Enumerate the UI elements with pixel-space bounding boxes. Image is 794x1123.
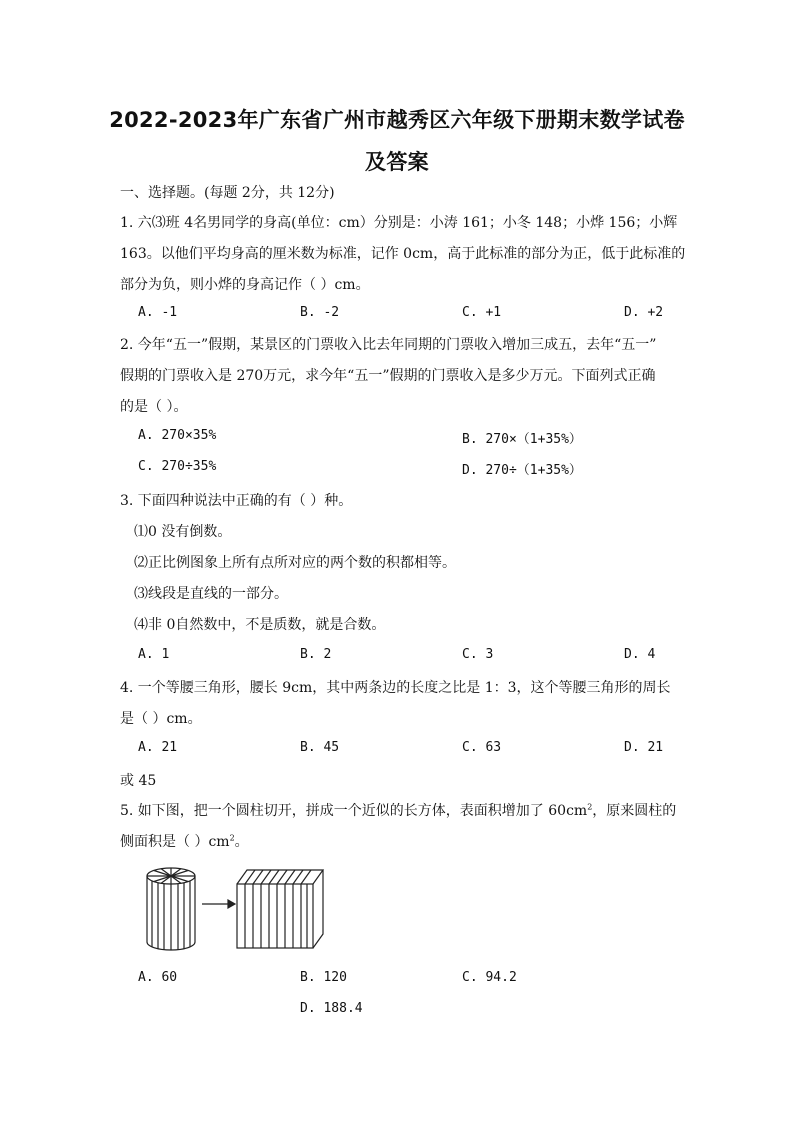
question-1-line-1: 1. 六⑶班 4名男同学的身高(单位：cm）分别是：小涛 161；小冬 148；小烨 156；小辉 (120, 215, 678, 231)
question-3-line-1: 3. 下面四种说法中正确的有（ ）种。 (120, 493, 353, 509)
q4-option-d-continued: 或 45 (120, 773, 157, 789)
question-3-statement-1: ⑴0 没有倒数。 (134, 524, 232, 540)
question-2-line-1: 2. 今年“五一”假期，某景区的门票收入比去年同期的门票收入增加三成五，去年“五一” (120, 337, 657, 353)
question-5-line-2 (120, 831, 249, 851)
q3-option-a: A. 1 (138, 647, 170, 662)
q4-option-d: D. 21 (624, 740, 664, 755)
q1-option-d: D. +2 (624, 305, 664, 320)
question-1-line-3: 部分为负，则小烨的身高记作（ ）cm。 (120, 277, 370, 293)
question-3-statement-4: ⑷非 0自然数中，不是质数，就是合数。 (134, 617, 386, 633)
q3-option-b: B. 2 (300, 647, 332, 662)
q2-option-d: D. 270÷（1+35%） (462, 463, 582, 478)
cylinder-shape (147, 868, 195, 950)
q5-option-a: A. 60 (138, 970, 178, 985)
document-title-continued: 及答案 (365, 150, 429, 174)
q5-line2-superscript: 2 (229, 833, 235, 843)
q5-line1-tail: ，原来圆柱的 (592, 803, 677, 819)
q2-option-c: C. 270÷35% (138, 459, 217, 474)
q5-line1-superscript: 2 (587, 802, 593, 812)
q5-option-d: D. 188.4 (300, 1001, 363, 1016)
section-heading: 一、选择题。(每题 2分，共 12分) (120, 185, 335, 201)
q1-option-c: C. +1 (462, 305, 502, 320)
q5-line2-text: 侧面积是（ ）cm (120, 834, 230, 850)
question-5-line-1 (120, 800, 676, 820)
q4-option-b: B. 45 (300, 740, 340, 755)
cylinder-to-cuboid-figure (144, 862, 334, 958)
q5-line1-text: 5. 如下图，把一个圆柱切开，拼成一个近似的长方体，表面积增加了 60cm (120, 803, 588, 819)
q4-option-a: A. 21 (138, 740, 178, 755)
cylinder-to-cuboid-diagram (144, 862, 334, 954)
question-3-statement-2: ⑵正比例图象上所有点所对应的两个数的积都相等。 (134, 555, 456, 571)
q1-option-a: A. -1 (138, 305, 178, 320)
q4-option-c: C. 63 (462, 740, 502, 755)
q5-line2-tail: 。 (234, 834, 249, 850)
q1-option-b: B. -2 (300, 305, 340, 320)
question-4-line-2: 是（ ）cm。 (120, 711, 202, 727)
q3-option-c: C. 3 (462, 647, 494, 662)
question-3-statement-3: ⑶线段是直线的一部分。 (134, 586, 288, 602)
q5-option-c: C. 94.2 (462, 970, 517, 985)
question-4-line-1: 4. 一个等腰三角形，腰长 9cm，其中两条边的长度之比是 1：3，这个等腰三角形的周长 (120, 680, 671, 696)
q3-option-d: D. 4 (624, 647, 656, 662)
q2-option-b: B. 270×（1+35%） (462, 432, 582, 447)
arrow-shape (202, 900, 235, 908)
question-2-line-2: 假期的门票收入是 270万元，求今年“五一”假期的门票收入是多少万元。下面列式正确 (120, 368, 656, 384)
question-2-line-3: 的是（ ）。 (120, 399, 188, 415)
document-title: 2022-2023年广东省广州市越秀区六年级下册期末数学试卷 (109, 108, 685, 132)
q2-option-a: A. 270×35% (138, 428, 217, 443)
question-1-line-2: 163。以他们平均身高的厘米数为标准，记作 0cm，高于此标准的部分为正，低于此标准的 (120, 246, 686, 262)
cuboid-shape (237, 870, 323, 948)
q5-option-b: B. 120 (300, 970, 347, 985)
